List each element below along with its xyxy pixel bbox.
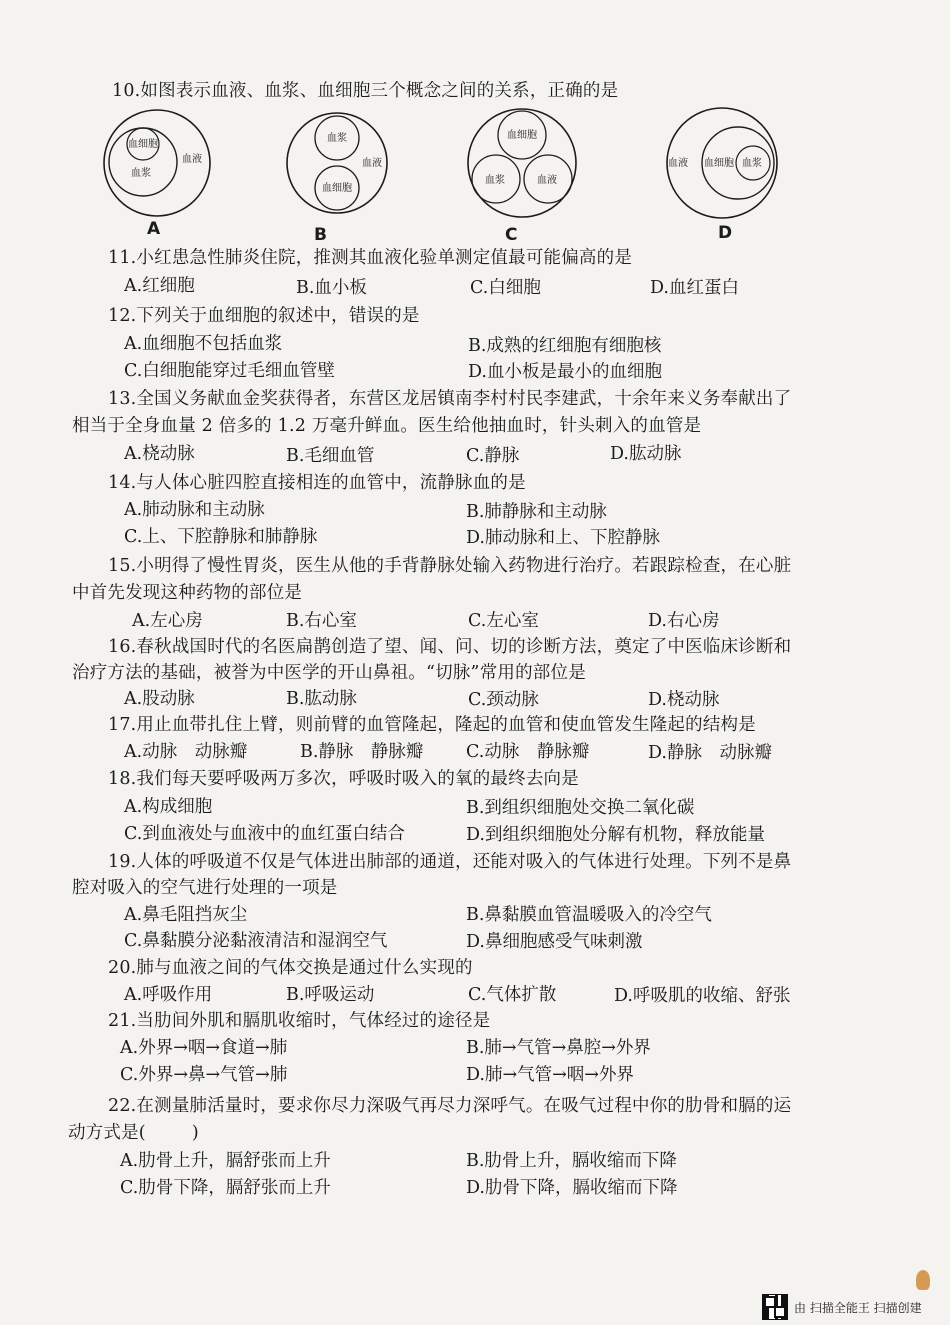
question-15-option-b[interactable]: B.右心室	[286, 611, 357, 631]
question-20-option-b[interactable]: B.呼吸运动	[286, 985, 375, 1005]
question-15-stem-line-1: 15.小明得了慢性胃炎，医生从他的手背静脉处输入药物进行治疗。若跟踪检查，在心脏	[108, 556, 792, 576]
question-15-stem-line-2: 中首先发现这种药物的部位是	[72, 583, 303, 603]
question-14-stem: 14.与人体心脏四腔直接相连的血管中，流静脉血的是	[108, 473, 526, 493]
diagram-b	[287, 113, 387, 213]
diagram-a-text-2: 血浆	[131, 168, 151, 179]
question-21-option-a[interactable]: A.外界→咽→食道→肺	[120, 1038, 288, 1058]
diagram-d-text-2: 血细胞	[704, 158, 734, 169]
question-16-option-c[interactable]: C.颈动脉	[468, 690, 539, 710]
question-15-option-c[interactable]: C.左心室	[468, 611, 539, 631]
question-17-stem: 17.用止血带扎住上臂，则前臂的血管隆起，隆起的血管和使血管发生隆起的结构是	[108, 715, 756, 735]
question-12-option-c[interactable]: C.白细胞能穿过毛细血管壁	[124, 361, 335, 381]
question-22-stem-line-1: 22.在测量肺活量时，要求你尽力深吸气再尽力深呼气。在吸气过程中你的肋骨和膈的运	[108, 1096, 792, 1116]
question-20-option-a[interactable]: A.呼吸作用	[124, 985, 213, 1005]
diagram-c-text-2: 血浆	[485, 175, 505, 186]
question-12-option-a[interactable]: A.血细胞不包括血浆	[124, 334, 283, 354]
question-11-option-d[interactable]: D.血红蛋白	[650, 278, 739, 298]
diagram-b-label: B	[314, 225, 327, 245]
question-14-option-d[interactable]: D.肺动脉和上、下腔静脉	[466, 528, 660, 548]
question-16-option-d[interactable]: D.桡动脉	[648, 690, 720, 710]
question-11-option-b[interactable]: B.血小板	[296, 278, 367, 298]
question-10-diagrams	[100, 105, 800, 250]
question-20-option-c[interactable]: C.气体扩散	[468, 985, 557, 1005]
question-12-stem: 12.下列关于血细胞的叙述中，错误的是	[108, 306, 420, 326]
question-18-stem: 18.我们每天要呼吸两万多次，呼吸时吸入的氧的最终去向是	[108, 769, 579, 789]
question-17-option-d[interactable]: D.静脉 动脉瓣	[648, 743, 772, 763]
question-13-stem-line-1: 13.全国义务献血金奖获得者，东营区龙居镇南李村村民李建武，十余年来义务奉献出了	[108, 389, 792, 409]
question-19-stem-line-2: 腔对吸入的空气进行处理的一项是	[72, 878, 338, 898]
question-22-option-a[interactable]: A.肋骨上升，膈舒张而上升	[120, 1151, 331, 1171]
venn-diagrams	[100, 105, 800, 225]
question-18-option-a[interactable]: A.构成细胞	[124, 797, 213, 817]
question-18-option-b[interactable]: B.到组织细胞处交换二氧化碳	[466, 798, 695, 818]
question-11-stem: 11.小红患急性肺炎住院，推测其血液化验单测定值最可能偏高的是	[108, 248, 633, 268]
question-11-option-c[interactable]: C.白细胞	[470, 278, 541, 298]
qr-code-icon	[762, 1294, 788, 1320]
diagram-a	[104, 110, 210, 216]
watermark-text: 由 扫描全能王 扫描创建	[794, 1300, 922, 1315]
question-13-option-a[interactable]: A.桡动脉	[124, 444, 195, 464]
question-14-option-b[interactable]: B.肺静脉和主动脉	[466, 502, 607, 522]
question-21-option-c[interactable]: C.外界→鼻→气管→肺	[120, 1065, 288, 1085]
diagram-b-text-1: 血浆	[327, 133, 347, 144]
scan-artifact	[916, 1270, 930, 1290]
diagram-d-label: D	[718, 223, 733, 243]
question-14-option-a[interactable]: A.肺动脉和主动脉	[124, 500, 265, 520]
question-14-option-c[interactable]: C.上、下腔静脉和肺静脉	[124, 527, 318, 547]
diagram-a-text-1: 血细胞	[128, 139, 158, 150]
diagram-d	[667, 108, 777, 218]
question-22-stem-line-2	[68, 1120, 199, 1146]
question-13-option-d[interactable]: D.肱动脉	[610, 444, 682, 464]
question-22-option-d[interactable]: D.肋骨下降，膈收缩而下降	[466, 1178, 678, 1198]
question-11-option-a[interactable]: A.红细胞	[124, 276, 195, 296]
question-22-stem-text: 动方式是(	[68, 1123, 146, 1143]
question-21-stem: 21.当肋间外肌和膈肌收缩时，气体经过的途径是	[108, 1011, 491, 1031]
question-18-option-d[interactable]: D.到组织细胞处分解有机物，释放能量	[466, 825, 765, 845]
question-13-stem-line-2: 相当于全身血量 2 倍多的 1.2 万毫升鲜血。医生给他抽血时，针头刺入的血管是	[72, 416, 702, 436]
question-17-option-a[interactable]: A.动脉 动脉瓣	[124, 742, 248, 762]
question-21-option-b[interactable]: B.肺→气管→鼻腔→外界	[466, 1038, 651, 1058]
diagram-c-text-3: 血液	[537, 175, 557, 186]
question-22-paren-close: )	[191, 1123, 199, 1143]
diagram-c-text-1: 血细胞	[507, 130, 537, 141]
diagram-a-label: A	[147, 219, 161, 239]
question-16-option-a[interactable]: A.股动脉	[124, 689, 195, 709]
question-13-option-c[interactable]: C.静脉	[466, 446, 520, 466]
diagram-c	[468, 109, 576, 217]
question-10-stem: 10.如图表示血液、血浆、血细胞三个概念之间的关系，正确的是	[112, 81, 619, 101]
question-20-option-d[interactable]: D.呼吸肌的收缩、舒张	[614, 986, 791, 1006]
question-19-stem-line-1: 19.人体的呼吸道不仅是气体进出肺部的通道，还能对吸入的气体进行处理。下列不是鼻	[108, 852, 792, 872]
question-13-option-b[interactable]: B.毛细血管	[286, 446, 375, 466]
question-19-option-c[interactable]: C.鼻黏膜分泌黏液清洁和湿润空气	[124, 931, 388, 951]
question-18-option-c[interactable]: C.到血液处与血液中的血红蛋白结合	[124, 824, 405, 844]
question-22-option-b[interactable]: B.肋骨上升，膈收缩而下降	[466, 1151, 677, 1171]
question-17-option-b[interactable]: B.静脉 静脉瓣	[300, 742, 424, 762]
question-16-stem-line-2: 治疗方法的基础，被誉为中医学的开山鼻祖。“切脉”常用的部位是	[72, 663, 586, 683]
diagram-a-text-3: 血液	[182, 154, 202, 165]
question-16-option-b[interactable]: B.肱动脉	[286, 689, 357, 709]
question-19-option-a[interactable]: A.鼻毛阻挡灰尘	[124, 905, 248, 925]
diagram-d-text-1: 血液	[668, 158, 688, 169]
question-16-stem-line-1: 16.春秋战国时代的名医扁鹊创造了望、闻、问、切的诊断方法，奠定了中医临床诊断和	[108, 637, 792, 657]
question-15-option-a[interactable]: A.左心房	[132, 611, 203, 631]
diagram-b-text-3: 血细胞	[322, 183, 352, 194]
question-20-stem: 20.肺与血液之间的气体交换是通过什么实现的	[108, 958, 473, 978]
question-12-option-b[interactable]: B.成熟的红细胞有细胞核	[468, 336, 662, 356]
question-22-option-c[interactable]: C.肋骨下降，膈舒张而上升	[120, 1178, 331, 1198]
question-19-option-d[interactable]: D.鼻细胞感受气味刺激	[466, 932, 643, 952]
question-21-option-d[interactable]: D.肺→气管→咽→外界	[466, 1065, 634, 1085]
question-17-option-c[interactable]: C.动脉 静脉瓣	[466, 742, 590, 762]
diagram-c-label: C	[505, 225, 518, 245]
question-15-option-d[interactable]: D.右心房	[648, 611, 720, 631]
scanner-watermark	[762, 1293, 922, 1321]
diagram-d-text-3: 血浆	[742, 158, 762, 169]
diagram-b-text-2: 血液	[362, 158, 382, 169]
question-12-option-d[interactable]: D.血小板是最小的血细胞	[468, 362, 662, 382]
question-19-option-b[interactable]: B.鼻黏膜血管温暖吸入的冷空气	[466, 905, 712, 925]
